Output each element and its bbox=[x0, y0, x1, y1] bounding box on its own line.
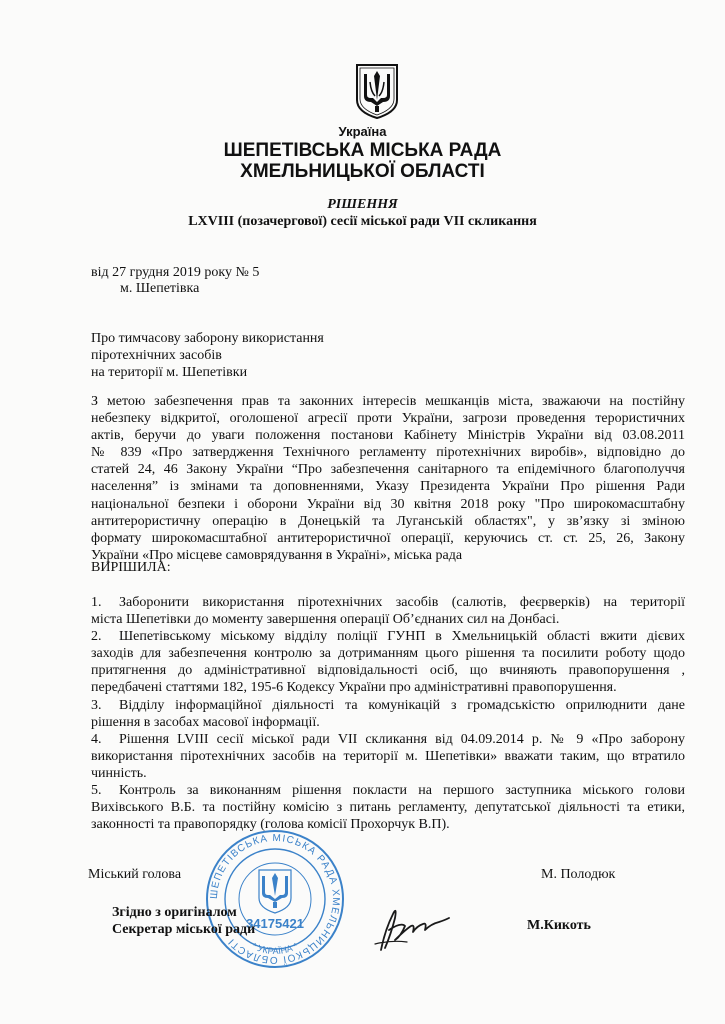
subject-line: на території м. Шепетівки bbox=[91, 365, 248, 380]
preamble-line: № 839 «Про затвердження Технічного регламенту піротехнічних виробів», відповідно до bbox=[91, 445, 685, 461]
subject-line: піротехнічних засобів bbox=[91, 348, 222, 363]
item-line: притягнення до адміністративної відповідальності осіб, що вчиняють правопорушення , bbox=[91, 663, 685, 679]
item-number: 4. bbox=[91, 731, 102, 747]
council-name: ШЕПЕТІВСЬКА МІСЬКА РАДА bbox=[223, 140, 502, 161]
preamble-line: національної безпеки і оборони України від 30 квітня 2018 року "Про широкомасштабну bbox=[91, 496, 685, 512]
secretary-title: Секретар міської ради bbox=[112, 922, 256, 937]
preamble-paragraph bbox=[91, 393, 685, 564]
official-stamp bbox=[204, 828, 346, 970]
decision-city: м. Шепетівка bbox=[120, 281, 200, 296]
item-line: Вихівського В.Б. та постійну комісію з питань регламенту, депутатської діяльності та етики, bbox=[91, 800, 685, 816]
mayor-title: Міський голова bbox=[88, 867, 182, 882]
item-line: заходів для забезпечення контролю за дотриманням цього рішення та посилити роботу щодо bbox=[91, 646, 685, 662]
stamp-code: 34175421 bbox=[246, 916, 304, 931]
preamble-line: України «Про місцеве самоврядування в Україні», міська рада bbox=[91, 547, 463, 563]
decision-subject bbox=[91, 330, 324, 381]
decision-date: від 27 грудня 2019 року № 5 bbox=[91, 265, 260, 280]
item-line: міста Шепетівки до моменту завершення операції Об’єднаних сил на Донбасі. bbox=[91, 612, 560, 628]
list-item bbox=[91, 628, 685, 696]
item-line: Рішення LVIII сесії міської ради VII скликання від 04.09.2014 р. № 9 «Про заборону bbox=[119, 731, 685, 747]
item-number: 1. bbox=[91, 595, 102, 610]
item-line: Контроль за виконанням рішення покласти на першого заступника міського голови bbox=[119, 783, 685, 799]
handwritten-signature-icon bbox=[371, 900, 455, 956]
stamp-ring-text: ШЕПЕТІВСЬКА МІСЬКА РАДА ХМЕЛЬНИЦЬКОЇ ОБЛАСТІ bbox=[208, 832, 342, 966]
document-type: РІШЕННЯ bbox=[327, 197, 398, 212]
item-line: використання піротехнічних засобів на території м. Шепетівки» вважати таким, що втратило bbox=[91, 748, 685, 764]
list-item bbox=[91, 731, 685, 782]
list-item bbox=[91, 697, 685, 731]
country-label: Україна bbox=[338, 124, 387, 139]
subject-line: Про тимчасову заборону використання bbox=[91, 331, 324, 346]
list-item bbox=[91, 594, 685, 628]
item-line: Шепетівському міському відділу поліції ГУНП в Хмельницькій області вжити дієвих bbox=[119, 629, 685, 645]
stamp-bottom-text: * УКРАЇНА * bbox=[250, 940, 300, 957]
item-line: Відділу інформаційної діяльності та комунікацій з громадськістю оприлюднити дане bbox=[119, 697, 685, 713]
session-title: LXVIII (позачергової) сесії міської ради VII скликання bbox=[188, 214, 537, 229]
secretary-name: М.Кикоть bbox=[527, 918, 591, 933]
preamble-line: З метою забезпечення прав та законних інтересів мешканців міста, зважаючи на постійну bbox=[91, 394, 685, 409]
preamble-line: формату широкомасштабної антитерористичної операції, керуючись ст. ст. 25, 26, Закону bbox=[91, 530, 685, 546]
preamble-line: антитерористичну операцію в Донецькій та Луганській областях", у зв’язку зі зміною bbox=[91, 513, 685, 529]
item-line: законності та правопорядку (голова комісії Прохорчук В.П). bbox=[91, 817, 450, 833]
decision-items bbox=[91, 594, 685, 833]
list-item bbox=[91, 782, 685, 833]
region-name: ХМЕЛЬНИЦЬКОЇ ОБЛАСТІ bbox=[240, 161, 485, 182]
item-line: Заборонити використання піротехнічних засобів (салютів, феєрверків) на території bbox=[119, 595, 685, 610]
preamble-line: актів, беручи до уваги положення постанови Кабінету Міністрів України від 03.08.2011 bbox=[91, 428, 685, 444]
item-line: рішення в засобах масової інформації. bbox=[91, 714, 320, 730]
item-number: 3. bbox=[91, 697, 102, 713]
item-number: 2. bbox=[91, 629, 102, 645]
decided-heading: ВИРІШИЛА: bbox=[91, 560, 171, 575]
item-line: чинність. bbox=[91, 765, 147, 781]
item-number: 5. bbox=[91, 783, 102, 799]
mayor-name: М. Полодюк bbox=[541, 867, 616, 882]
copy-certification: Згідно з оригіналом bbox=[112, 905, 237, 920]
preamble-line: небезпеку відкритої, оголошеної агресії проти України, загрози проведення терористичних bbox=[91, 411, 685, 427]
preamble-line: статей 24, 46 Закону України “Про забезпечення санітарного та епідемічного благополуччя bbox=[91, 462, 685, 478]
preamble-line: населення” із змінами та доповненнями, Указу Президента України Про рішення Ради bbox=[91, 479, 685, 495]
item-line: передбачені статтями 182, 195-6 Кодексу України про адміністративні правопорушення. bbox=[91, 680, 617, 696]
trident-emblem-icon bbox=[354, 62, 400, 120]
